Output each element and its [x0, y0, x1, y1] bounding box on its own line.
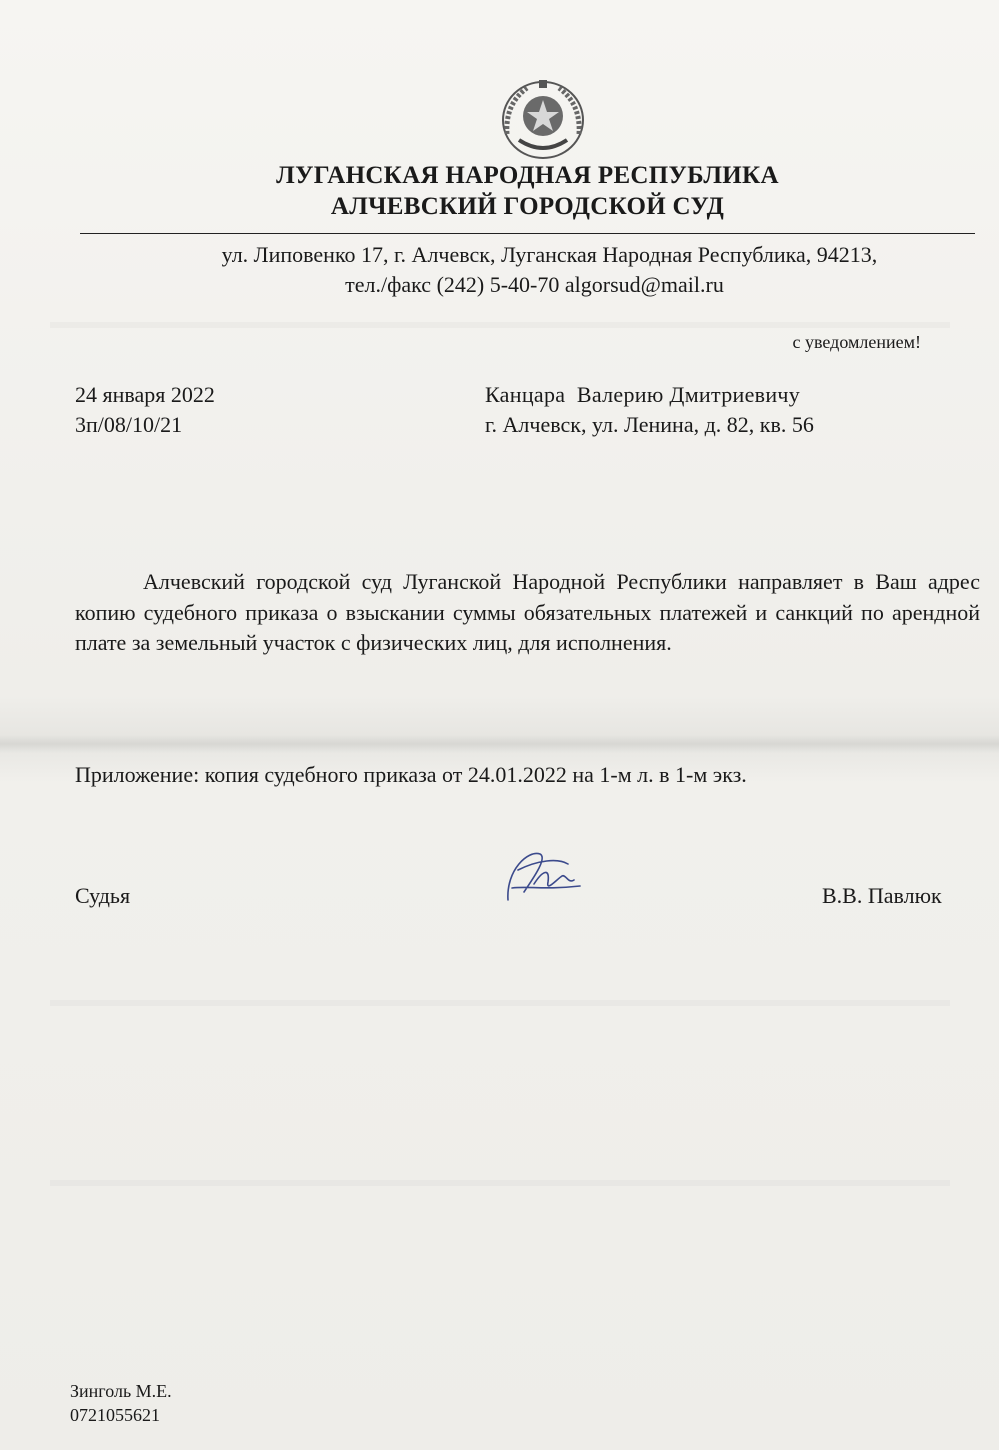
paper-fold	[0, 735, 999, 753]
judge-name: В.В. Павлюк	[822, 883, 942, 908]
republic-title: ЛУГАНСКАЯ НАРОДНАЯ РЕСПУБЛИКА	[276, 162, 779, 189]
court-address: ул. Липовенко 17, г. Алчевск, Луганская Народная Республика, 94213,	[221, 242, 878, 267]
handwritten-signature-icon	[488, 840, 588, 910]
recipient-address: г. Алчевск, ул. Ленина, д. 82, кв. 56	[485, 412, 814, 437]
executor-phone: 0721055621	[70, 1405, 160, 1425]
letter-body: Алчевский городской суд Луганской Народной Республики направляет в Ваш адрес копию судебного приказа о взыскании суммы обязательных платежей и санкций по арендной плате за земельный участок с физических лиц, для исполнения.	[75, 569, 980, 655]
executor-name: Зинголь М.Е.	[70, 1381, 172, 1401]
letter-date: 24 января 2022	[75, 382, 215, 407]
court-contacts: тел./факс (242) 5-40-70 algorsud@mail.ru	[345, 272, 724, 297]
judge-title: Судья	[75, 883, 131, 908]
attachment-line: Приложение: копия судебного приказа от 24.01.2022 на 1-м л. в 1-м экз.	[75, 762, 747, 787]
header-divider	[80, 233, 975, 234]
court-title: АЛЧЕВСКИЙ ГОРОДСКОЙ СУД	[330, 193, 725, 220]
bleed-through	[50, 1180, 950, 1186]
case-number: 3п/08/10/21	[75, 412, 183, 437]
delivery-notice: с уведомлением!	[792, 332, 921, 352]
bleed-through	[50, 322, 950, 328]
recipient-name: Канцара Валерию Дмитриевичу	[485, 382, 801, 407]
lnr-coat-of-arms-icon	[497, 74, 589, 162]
bleed-through	[50, 1000, 950, 1006]
